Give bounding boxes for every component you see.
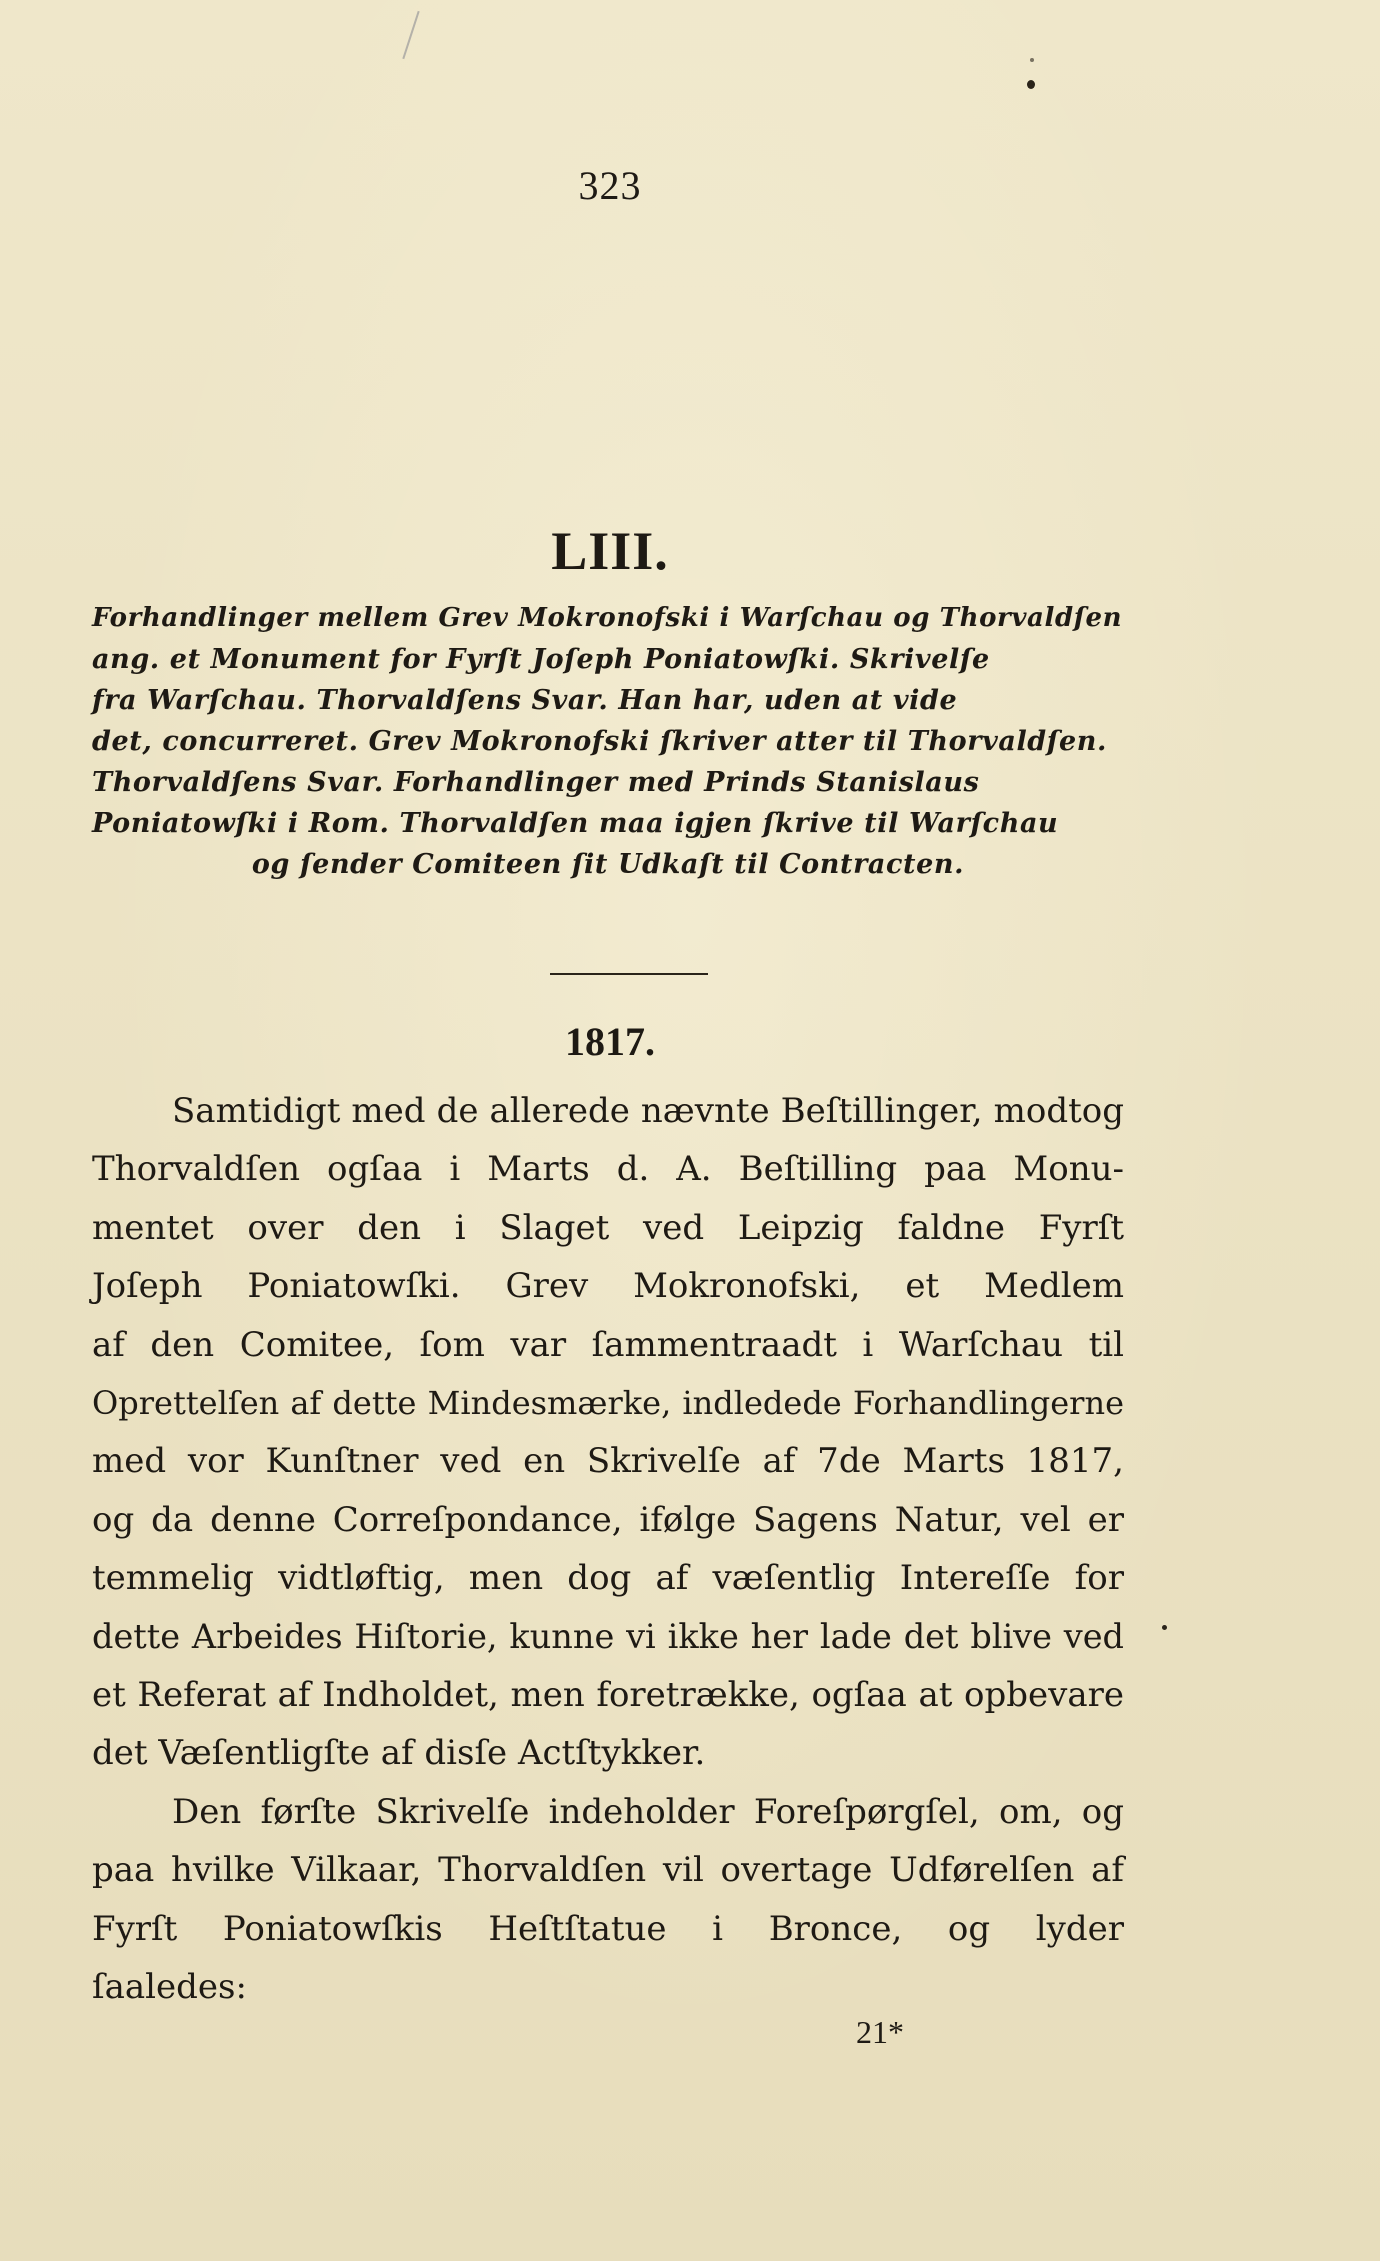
summary-line: Forhandlinger mellem Grev Mokronofski i Warſchau og Thorvaldſen	[92, 603, 1123, 633]
body-line: Samtidigt med de allerede nævnte Beſtillinger, modtog	[172, 1091, 1124, 1131]
ink-speck	[1162, 1625, 1167, 1630]
body-line: med vor Kunſtner ved en Skrivelſe af 7de Marts 1817,	[92, 1441, 1124, 1482]
body-line: af den Comitee, ſom var ſammentraadt i Warſchau til	[92, 1324, 1124, 1365]
page-number: 323	[578, 163, 642, 208]
summary-line: det, concurreret. Grev Mokronofski ſkriver atter til Thorvaldſen.	[92, 726, 1108, 757]
body-line: ſaaledes:	[92, 1967, 247, 2008]
ink-speck	[1030, 58, 1034, 62]
body-line: dette Arbeides Hiſtorie, kunne vi ikke her lade det blive ved	[92, 1616, 1124, 1656]
body-line: og da denne Correſpondance, ifølge Sagens Natur, vel er	[92, 1499, 1124, 1540]
body-line: Den førſte Skrivelſe indeholder Foreſpørgſel, om, og	[172, 1791, 1124, 1832]
summary-line: og ſender Comiteen ſit Udkaſt til Contracten.	[251, 849, 965, 880]
body-line: Fyrſt Poniatowſkis Heſtſtatue i Bronce, og lyder	[92, 1908, 1124, 1949]
chapter-summary	[92, 598, 1124, 885]
body-line: temmelig vidtløftig, men dog af væſentlig Intereſſe for	[92, 1558, 1124, 1599]
year-heading: 1817.	[565, 1019, 655, 1064]
summary-line: fra Warſchau. Thorvaldſens Svar. Han har, uden at vide	[92, 685, 958, 716]
signature-mark: 21*	[856, 2014, 904, 2050]
ink-speck	[1027, 80, 1035, 89]
body-line: Oprettelſen af dette Mindesmærke, indledede Forhandlingerne	[92, 1384, 1124, 1423]
body-line: paa hvilke Vilkaar, Thorvaldſen vil overtage Udførelſen af	[92, 1850, 1124, 1891]
body-line: et Referat af Indholdet, men foretrække, ogſaa at opbevare	[92, 1675, 1124, 1716]
body-line: det Væſentligſte af disſe Actſtykker.	[92, 1733, 706, 1774]
body-line: Thorvaldſen ogſaa i Marts d. A. Beſtilling paa Monu-	[92, 1149, 1124, 1190]
section-divider	[550, 973, 708, 975]
summary-line: Poniatowſki i Rom. Thorvaldſen maa igjen ſkrive til Warſchau	[92, 808, 1059, 839]
body-line: mentet over den i Slaget ved Leipzig faldne Fyrſt	[92, 1207, 1124, 1248]
summary-line: Thorvaldſens Svar. Forhandlinger med Prinds Stanislaus	[92, 767, 980, 798]
body-text	[92, 1082, 1124, 2017]
chapter-number: LIII.	[551, 521, 669, 581]
body-line: Joſeph Poniatowſki. Grev Mokronofski, et Medlem	[92, 1266, 1124, 1307]
pencil-mark	[402, 11, 419, 59]
summary-line: ang. et Monument for Fyrſt Joſeph Poniatowſki. Skrivelſe	[92, 644, 990, 675]
